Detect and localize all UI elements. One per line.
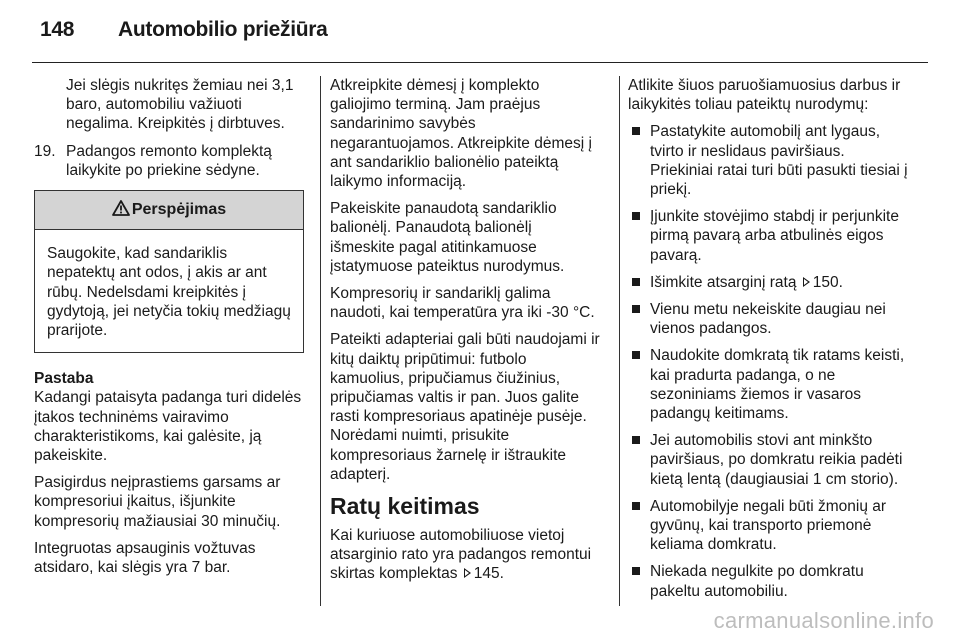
warning-body: Saugokite, kad sandariklis nepatektų ant odos, į akis ar ant rūbų. Nedelsdami kreipkitės į gydytoją, jei netyčia tokių medžiagų prarijote. <box>47 245 291 340</box>
list-item-text: Naudokite domkratą tik ratams keisti, kai pradurta padanga, o ne sezoniniams žiemos ir vasaros padangų keitimams. <box>650 347 905 423</box>
paragraph: Integruotas apsauginis vožtuvas atsidaro, kai slėgis yra 7 bar. <box>34 539 256 577</box>
paragraph-text: Kai kuriuose automobiliuose vietoj atsarginio rato yra padangos remontui skirtas komplektas <box>330 527 592 583</box>
column-divider <box>320 76 321 606</box>
bullet-square-icon <box>632 212 640 220</box>
list-item <box>628 122 908 199</box>
bullet-square-icon <box>632 305 640 313</box>
bullet-square-icon <box>632 436 640 444</box>
page-reference[interactable]: 145. <box>473 565 504 583</box>
column-divider <box>619 76 620 606</box>
paragraph: Atlikite šiuos paruošiamuosius darbus ir laikykitės toliau pateiktų nurodymų: <box>628 77 901 114</box>
list-item-text: Pastatykite automobilį ant lygaus, tvirto ir neslidaus paviršiaus. Priekiniai ratai turi būti pasukti tiesiai į priekį. <box>650 123 908 199</box>
paragraph: Pakeiskite panaudotą sandariklio balionėlį. Panaudotą balionėlį išmeskite pagal atitinkamuose įstatymuose pateiktus nurodymus. <box>330 200 565 275</box>
warning-triangle-icon <box>112 200 130 216</box>
warning-header <box>35 191 303 230</box>
warning-box <box>34 190 304 353</box>
list-item-text: Jei automobilis stovi ant minkšto paviršiaus, po domkratu reikia padėti kietą lentą (daugiausiai 1 cm storio). <box>650 432 903 488</box>
page-reference-icon <box>803 277 810 287</box>
column-left <box>34 76 304 585</box>
page-number: 148 <box>40 18 75 41</box>
paragraph: Jei slėgis nukritęs žemiau nei 3,1 baro, automobiliu važiuoti negalima. Kreipkitės į dirbtuves. <box>66 77 294 133</box>
list-item-text: Vienu metu nekeiskite daugiau nei vienos padangos. <box>650 301 886 338</box>
bullet-square-icon <box>632 351 640 359</box>
list-item-text: Įjunkite stovėjimo stabdį ir perjunkite pirmą pavarą arba atbulinės eigos pavarą. <box>650 208 899 264</box>
note-label: Pastaba <box>34 370 94 388</box>
list-item <box>628 431 908 489</box>
list-item <box>628 273 908 292</box>
bullet-square-icon <box>632 567 640 575</box>
list-item-text: Išimkite atsarginį ratą <box>650 273 797 291</box>
page-header <box>32 18 928 63</box>
step-text: Padangos remonto komplektą laikykite po priekine sėdyne. <box>66 142 272 179</box>
watermark: carmanualsonline.info <box>713 608 934 633</box>
list-item <box>628 207 908 265</box>
list-item <box>628 346 908 423</box>
page-reference[interactable]: 150. <box>812 273 843 291</box>
list-item <box>628 300 908 338</box>
bullet-square-icon <box>632 127 640 135</box>
bullet-square-icon <box>632 278 640 286</box>
paragraph: Atkreipkite dėmesį į komplekto galiojimo terminą. Jam praėjus sandarinimo savybės negarantuojamos. Atkreipkite dėmesį į ant sandariklio balionėlio pateiktą laikymo informaciją. <box>330 77 592 191</box>
bullet-square-icon <box>632 502 640 510</box>
section-heading: Ratų keitimas <box>330 493 480 520</box>
column-right <box>628 76 908 609</box>
list-item <box>628 497 908 555</box>
list-item-text: Automobilyje negali būti žmonių ar gyvūnų, kai transporto priemonė keliama domkratu. <box>650 497 887 554</box>
step-number: 19. <box>34 142 56 160</box>
paragraph: Pateikti adapteriai gali būti naudojami ir kitų daiktų pripūtimui: futbolo kamuolius, pripučiamus čiužinius, pripučiamas valtis ir pan. Juos galite rasti kompresoriaus apatinėje pusėje. Norėdami nuimti, prisukite kompresoriaus žarnelę ir ištraukite adapterį. <box>330 331 600 483</box>
paragraph <box>330 526 600 584</box>
numbered-step <box>34 142 304 180</box>
list-item <box>628 562 908 600</box>
column-middle <box>330 76 600 592</box>
warning-title: Perspėjimas <box>131 201 227 219</box>
page-reference-icon <box>464 568 471 578</box>
paragraph: Kompresorių ir sandariklį galima naudoti, kai temperatūra yra iki -30 °C. <box>330 285 595 322</box>
list-item-text: Niekada negulkite po domkratu pakeltu automobiliu. <box>650 563 864 600</box>
paragraph: Pasigirdus neįprastiems garsams ar kompresoriui įkaitus, išjunkite kompresorių mažiausiai 30 minučių. <box>34 474 281 530</box>
note-text: Kadangi pataisyta padanga turi didelės įtakos techninėms vairavimo charakteristikoms, kai galėsite, ją pakeiskite. <box>34 389 302 465</box>
page-title: Automobilio priežiūra <box>118 18 328 41</box>
bullet-list <box>628 122 908 600</box>
